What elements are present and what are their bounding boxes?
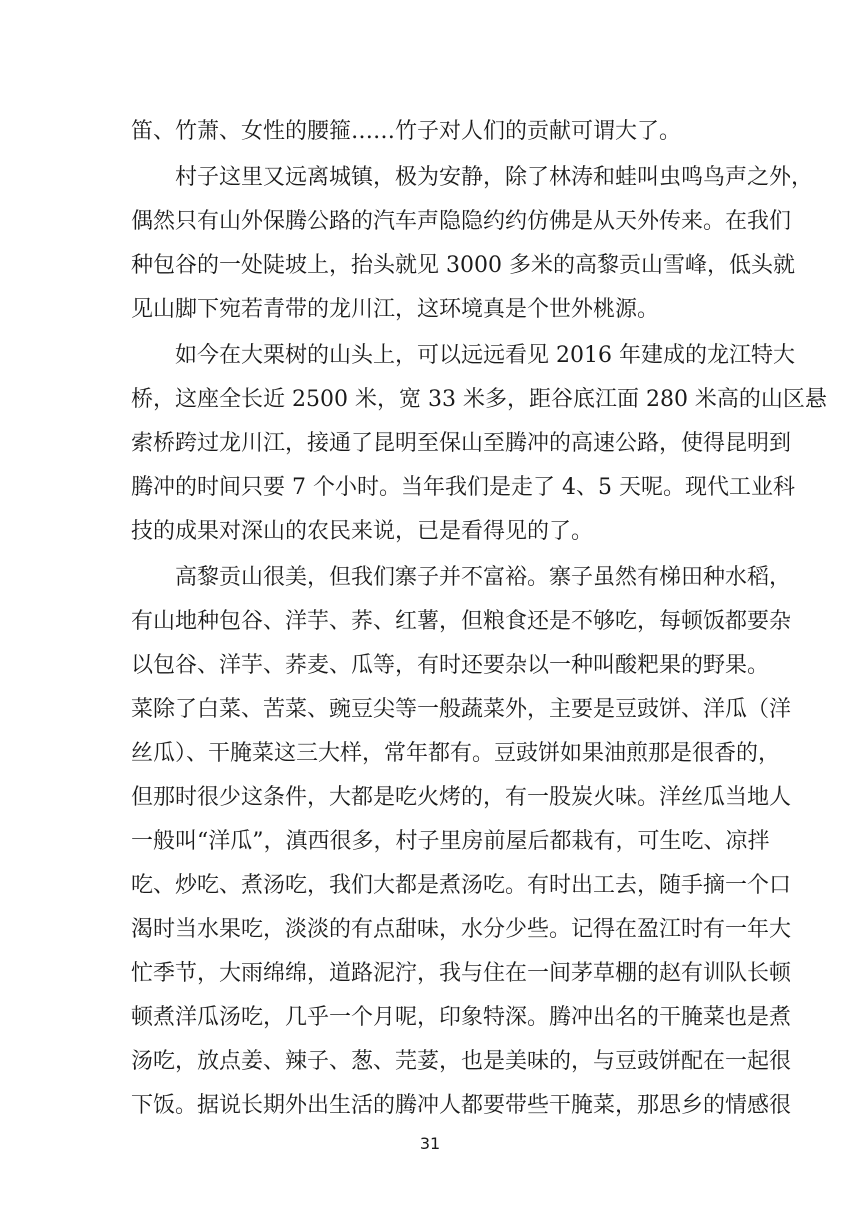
paragraph [131, 556, 792, 1128]
text-line: 菜除了白菜、苦菜、豌豆尖等一般蔬菜外，主要是豆豉饼、洋瓜（洋 [131, 697, 792, 722]
text-line: 以包谷、洋芋、荞麦、瓜等，有时还要杂以一种叫酸粑果的野果。 [131, 653, 770, 678]
page-number: 31 [419, 1134, 441, 1153]
text-line: 桥，这座全长近 2500 米，宽 33 米多，距谷底江面 280 米高的山区悬 [131, 387, 827, 412]
text-line: 笛、竹萧、女性的腰箍……竹子对人们的贡献可谓大了。 [131, 119, 682, 144]
paragraph [131, 334, 827, 554]
text-line: 见山脚下宛若青带的龙川江，这环境真是个世外桃源。 [131, 297, 660, 322]
text-line: 忙季节，大雨绵绵，道路泥泞，我与住在一间茅草棚的赵有训队长顿 [131, 961, 792, 986]
text-line: 索桥跨过龙川江，接通了昆明至保山至腾冲的高速公路，使得昆明到 [131, 431, 792, 456]
text-line: 村子这里又远离城镇，极为安静，除了林涛和蛙叫虫鸣鸟声之外， [175, 165, 814, 190]
text-line: 一般叫“洋瓜”，滇西很多，村子里房前屋后都栽有，可生吃、凉拌 [131, 829, 770, 854]
text-line: 如今在大栗树的山头上，可以远远看见 2016 年建成的龙江特大 [175, 343, 795, 368]
paragraph [131, 110, 731, 154]
text-line: 但那时很少这条件，大都是吃火烤的，有一股炭火味。洋丝瓜当地人 [131, 785, 792, 810]
text-line: 高黎贡山很美，但我们寨子并不富裕。寨子虽然有梯田种水稻， [175, 565, 792, 590]
text-line: 丝瓜）、干腌菜这三大样，常年都有。豆豉饼如果油煎那是很香的， [131, 741, 781, 766]
text-line: 偶然只有山外保腾公路的汽车声隐隐约约仿佛是从天外传来。在我们 [131, 209, 792, 234]
text-line: 顿煮洋瓜汤吃，几乎一个月呢，印象特深。腾冲出名的干腌菜也是煮 [131, 1005, 792, 1030]
text-line: 吃、炒吃、煮汤吃，我们大都是煮汤吃。有时出工去，随手摘一个口 [131, 873, 792, 898]
text-line: 有山地种包谷、洋芋、荞、红薯，但粮食还是不够吃，每顿饭都要杂 [131, 609, 792, 634]
body-text [131, 110, 827, 1130]
text-line: 渴时当水果吃，淡淡的有点甜味，水分少些。记得在盈江时有一年大 [131, 917, 792, 942]
text-line: 技的成果对深山的农民来说，已是看得见的了。 [131, 519, 594, 544]
text-line: 汤吃，放点姜、辣子、葱、芫荽，也是美味的，与豆豉饼配在一起很 [131, 1049, 792, 1074]
text-line: 下饭。据说长期外出生活的腾冲人都要带些干腌菜，那思乡的情感很 [131, 1093, 792, 1118]
paragraph [131, 156, 814, 332]
text-line: 种包谷的一处陡坡上，抬头就见 3000 多米的高黎贡山雪峰，低头就 [131, 253, 795, 278]
text-line: 腾冲的时间只要 7 个小时。当年我们是走了 4、5 天呢。现代工业科 [131, 475, 795, 500]
